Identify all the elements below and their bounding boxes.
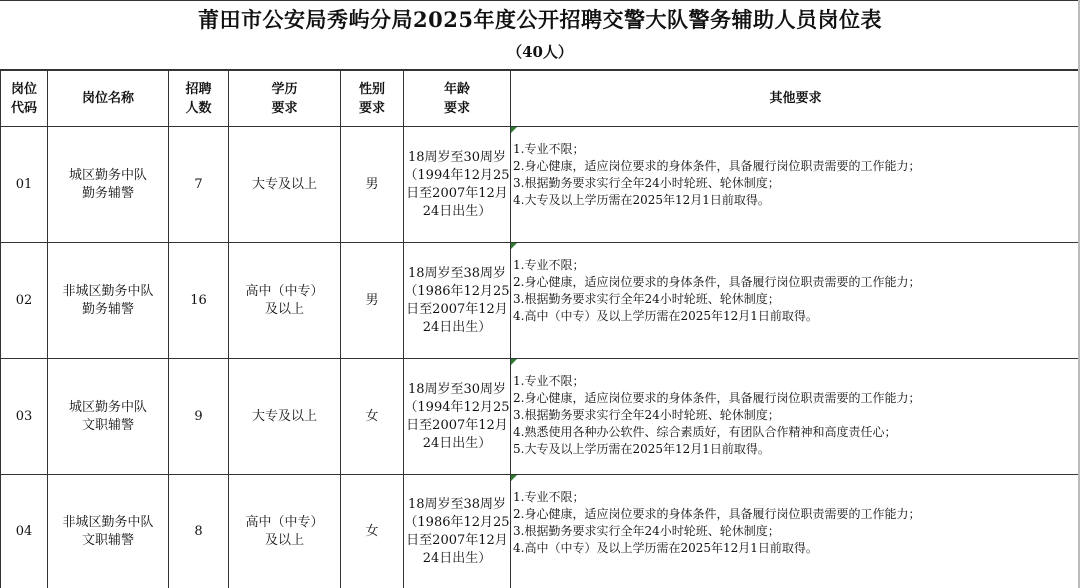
- position-name: [48, 359, 169, 475]
- education-requirement: [229, 243, 341, 359]
- age-line: 日至2007年12月: [406, 532, 508, 548]
- position-name: [48, 475, 169, 588]
- cell-comment-marker-icon: [511, 243, 517, 249]
- gender-requirement: 男: [341, 127, 404, 243]
- header-name: 岗位名称: [48, 71, 169, 127]
- header-education-line: 学历: [271, 81, 298, 97]
- education-requirement: [229, 359, 341, 475]
- requirement-line: 1.专业不限；: [513, 258, 585, 272]
- table-row: [1, 243, 1080, 359]
- age-line: 18周岁至30周岁: [407, 149, 507, 165]
- requirement-line: 4.高中（中专）及以上学历需在2025年12月1日前取得。: [513, 309, 818, 323]
- positions-table: [0, 70, 1080, 588]
- header-count-line: 招聘: [185, 81, 212, 97]
- other-requirements: [511, 127, 1080, 243]
- header-gender: [341, 71, 404, 127]
- gender-requirement: 女: [341, 475, 404, 588]
- education-requirement: [229, 127, 341, 243]
- requirement-line: 2.身心健康，适应岗位要求的身体条件，具备履行岗位职责需要的工作能力；: [513, 391, 921, 405]
- requirement-line: 3.根据勤务要求实行全年24小时轮班、轮休制度；: [513, 292, 780, 306]
- position-name: [48, 127, 169, 243]
- age-line: 18周岁至38周岁: [407, 265, 507, 281]
- position-name-line: 文职辅警: [81, 417, 134, 433]
- header-gender-line: 性别: [358, 81, 385, 97]
- header-age: [404, 71, 511, 127]
- hire-count: 7: [169, 127, 229, 243]
- position-name-line: 非城区勤务中队: [62, 283, 154, 299]
- gender-requirement: 女: [341, 359, 404, 475]
- header-code: [1, 71, 48, 127]
- requirement-line: 1.专业不限；: [513, 490, 585, 504]
- age-line: （1994年12月25: [404, 399, 510, 415]
- table-row: [1, 359, 1080, 475]
- age-line: 日至2007年12月: [406, 185, 508, 201]
- position-code: 04: [1, 475, 48, 588]
- education-line: 及以上: [264, 532, 304, 548]
- education-line: 高中（中专）: [245, 514, 324, 530]
- age-requirement: [404, 243, 511, 359]
- page-title: 莆田市公安局秀屿分局2025年度公开招聘交警大队警务辅助人员岗位表: [198, 7, 882, 32]
- age-line: 24日出生）: [422, 203, 492, 219]
- requirement-line: 4.高中（中专）及以上学历需在2025年12月1日前取得。: [513, 541, 818, 555]
- gender-requirement: 男: [341, 243, 404, 359]
- position-name-line: 非城区勤务中队: [62, 514, 154, 530]
- requirement-line: 5.大专及以上学历需在2025年12月1日前取得。: [513, 442, 770, 456]
- cell-comment-marker-icon: [511, 127, 517, 133]
- position-name-line: 勤务辅警: [81, 185, 134, 201]
- header-gender-line: 要求: [358, 100, 385, 116]
- header-other-requirements: 其他要求: [511, 71, 1080, 127]
- title-block: [0, 0, 1080, 70]
- other-requirements: [511, 243, 1080, 359]
- table-row: [1, 127, 1080, 243]
- age-line: 18周岁至30周岁: [407, 381, 507, 397]
- position-name-line: 城区勤务中队: [68, 399, 147, 415]
- education-line: 及以上: [264, 301, 304, 317]
- age-line: 24日出生）: [422, 319, 492, 335]
- header-code-line: 岗位: [10, 81, 37, 97]
- age-requirement: [404, 127, 511, 243]
- position-name-line: 勤务辅警: [81, 301, 134, 317]
- header-count: [169, 71, 229, 127]
- requirement-line: 4.熟悉使用各种办公软件、综合素质好，有团队合作精神和高度责任心；: [513, 425, 897, 439]
- cell-comment-marker-icon: [511, 475, 517, 481]
- position-name-line: 文职辅警: [81, 532, 134, 548]
- header-count-line: 人数: [185, 100, 212, 116]
- education-line: 大专及以上: [251, 408, 317, 424]
- header-code-line: 代码: [10, 100, 37, 116]
- age-line: （1986年12月25: [404, 283, 510, 299]
- requirement-line: 2.身心健康，适应岗位要求的身体条件，具备履行岗位职责需要的工作能力；: [513, 275, 921, 289]
- hire-count: 9: [169, 359, 229, 475]
- education-requirement: [229, 475, 341, 588]
- other-requirements: [511, 359, 1080, 475]
- age-line: （1994年12月25: [404, 167, 510, 183]
- header-education: [229, 71, 341, 127]
- cell-comment-marker-icon: [511, 359, 517, 365]
- requirement-line: 1.专业不限；: [513, 374, 585, 388]
- requirement-line: 1.专业不限；: [513, 142, 585, 156]
- age-requirement: [404, 475, 511, 588]
- position-code: 02: [1, 243, 48, 359]
- page-subtitle: （40人）: [507, 43, 573, 61]
- requirement-line: 4.大专及以上学历需在2025年12月1日前取得。: [513, 193, 770, 207]
- position-code: 03: [1, 359, 48, 475]
- age-line: （1986年12月25: [404, 514, 510, 530]
- requirement-line: 2.身心健康，适应岗位要求的身体条件，具备履行岗位职责需要的工作能力；: [513, 159, 921, 173]
- other-requirements: [511, 475, 1080, 588]
- education-line: 大专及以上: [251, 176, 317, 192]
- header-education-line: 要求: [271, 100, 298, 116]
- age-requirement: [404, 359, 511, 475]
- hire-count: 16: [169, 243, 229, 359]
- requirement-line: 3.根据勤务要求实行全年24小时轮班、轮休制度；: [513, 176, 780, 190]
- age-line: 日至2007年12月: [406, 417, 508, 433]
- position-name-line: 城区勤务中队: [68, 167, 147, 183]
- requirement-line: 3.根据勤务要求实行全年24小时轮班、轮休制度；: [513, 524, 780, 538]
- age-line: 日至2007年12月: [406, 301, 508, 317]
- requirement-line: 3.根据勤务要求实行全年24小时轮班、轮休制度；: [513, 408, 780, 422]
- age-line: 24日出生）: [422, 550, 492, 566]
- table-row: [1, 475, 1080, 588]
- age-line: 24日出生）: [422, 435, 492, 451]
- education-line: 高中（中专）: [245, 283, 324, 299]
- header-age-line: 年龄: [443, 81, 470, 97]
- age-line: 18周岁至38周岁: [407, 496, 507, 512]
- hire-count: 8: [169, 475, 229, 588]
- header-age-line: 要求: [443, 100, 470, 116]
- header-row: [1, 71, 1080, 127]
- position-name: [48, 243, 169, 359]
- position-code: 01: [1, 127, 48, 243]
- requirement-line: 2.身心健康，适应岗位要求的身体条件，具备履行岗位职责需要的工作能力；: [513, 507, 921, 521]
